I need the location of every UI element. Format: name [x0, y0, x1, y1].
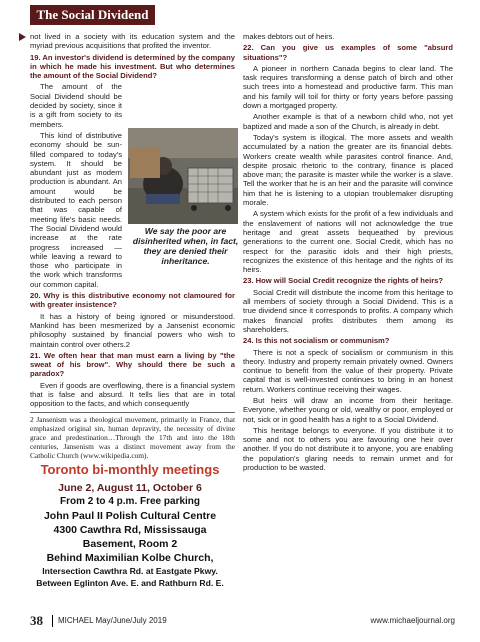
arrow-icon [19, 33, 26, 41]
question-19: 19. An investor's dividend is determined by the company in which he made his investment. But who determines the amount of the Social Dividend? [30, 52, 235, 81]
ad-time: From 2 to 4 p.m. Free parking [59, 496, 201, 507]
answer-24b: But heirs will draw an income from their heritage. Everyone, whether young or old, wealthy or poor, employed or not, sick or in good health has a right to a Social Dividend. [243, 395, 453, 424]
right-column-top [243, 32, 453, 474]
homeless-photo [128, 128, 238, 224]
meeting-ad [30, 462, 230, 589]
page-number: 38 [30, 613, 43, 628]
ad-place-5: Intersection Cawthra Rd. at Eastgate Pkwy. [42, 566, 218, 576]
question-21: 21. We often hear that man must earn a living by "the sweat of his brow". Why should there be such a paradox? [30, 350, 235, 379]
section-tag: The Social Dividend [30, 5, 155, 25]
ad-place-2: 4300 Cawthra Rd, Mississauga [53, 524, 207, 536]
photo-caption: We say the poor are disinherited when, in fact, they are denied their inheritance. [132, 226, 239, 266]
answer-20: It has a history of being ignored or misunderstood. Mankind has been mesmerized by a Jansenist economic philosophy sustained by financial powers who wish to maintain control over others.2 [30, 311, 235, 349]
answer-21: Even if goods are overflowing, there is a financial system that is false and absurd. It tells lies that are in total opposition to the facts, and which consequently [30, 380, 235, 409]
magazine-issue: MICHAEL May/June/July 2019 [58, 616, 167, 625]
footnote: 2 Jansenism was a theological movement, primarily in France, that emphasized original sin, human depravity, the necessity of divine grace and predestination…Through the 17th and into the 18th centuries, Jansenism was a distinct movement away from the Catholic Church (www.wikipedia.com). [30, 414, 235, 460]
answer-19a: The amount of the Social Dividend should be decided by society, since it is a gift from society to its members. [30, 82, 122, 129]
answer-19b: This kind of distributive economy should be sun-filled compared to today's system. It should be abundant just as modern production is abundant. An amount would be distributed to each person that was capable of meeting life's basic needs. The Social Dividend would increase at the rate progress increased — while leaving a reward to those who participate in the work which transforms our common capital. [30, 130, 122, 289]
answer-22d: A system which exists for the profit of a few individuals and the enslavement of nations will not acknowledge the true heritage and great assets bequeathed by previous generations to the current one. Social Credit, which has no respect for the parasitic idols and their high priests, recognizes the existence of this heritage and the rights of its heirs. [243, 209, 453, 275]
ad-place-4: Behind Maximilian Kolbe Church, [46, 552, 214, 564]
answer-22a: A pioneer in northern Canada begins to clear land. The task requires transforming a dense patch of birch and other such trees into a homestead and productive farm. This man and his family will toil for thirty or forty years before passing down a mortgaged property. [243, 63, 453, 111]
answer-23: Social Credit will distribute the income from this heritage to all members of society through a Social Dividend. This is a true dividend since it corresponds to profits. A company which makes financial profits distributes them among its shareholders. [243, 287, 453, 334]
page-footer [30, 613, 455, 629]
question-20: 20. Why is this distributive economy not clamoured for with greater insistence? [30, 291, 235, 310]
intro-text: not lived in a society with its education system and the myriad previous acquisitions that profited the inventor. [30, 32, 235, 51]
header-bar [0, 0, 480, 30]
ad-dates: June 2, August 11, October 6 [58, 482, 202, 494]
footer-divider [52, 615, 53, 627]
question-23: 23. How will Social Credit recognize the rights of heirs? [243, 276, 444, 286]
footnote-divider [30, 412, 235, 413]
ad-title: Toronto bi-monthly meetings [40, 462, 220, 477]
answer-24a: There is not a speck of socialism or communism in this theory. Industry and property remain privately owned. Owners continue to benefit from the value of their property. Private capital that is well-invested continues to bring in an honest return. Workers continue receiving their wages. [243, 347, 453, 394]
website-url[interactable]: www.michaeljournal.org [370, 616, 455, 625]
answer-24c: This heritage belongs to everyone. If you distribute it to some and not to others you are favouring one heir over another. If you do not distribute it to anyone, you are enabling the population's glaring needs to remain unmet and for production to be wasted. [243, 425, 453, 473]
ad-place-6: Between Eglinton Ave. E. and Rathburn Rd. E. [36, 578, 224, 588]
right-top-text: makes debtors out of heirs. [243, 32, 335, 41]
answer-22c: Today's system is illogical. The more assets and wealth accumulated by a nation the greater are its financial debts. Workers create wealth while parasites control finance. And, despite prosaic rhetoric to the contrary, finance is placed above man; the parasite is master while the worker is a slave. Tell the worker that he is an heir and the parasite will convince him that he is listening to a utopian troublemaker disrupting morale. [243, 132, 453, 208]
question-22: 22. Can you give us examples of some "absurd situations"? [243, 43, 453, 62]
ad-place-1: John Paul II Polish Cultural Centre [43, 510, 217, 522]
answer-22b: Another example is that of a newborn child who, not yet baptized and made a son of the Church, is already in debt. [243, 112, 453, 131]
ad-place-3: Basement, Room 2 [82, 538, 178, 550]
question-24: 24. Is this not socialism or communism? [243, 336, 390, 346]
